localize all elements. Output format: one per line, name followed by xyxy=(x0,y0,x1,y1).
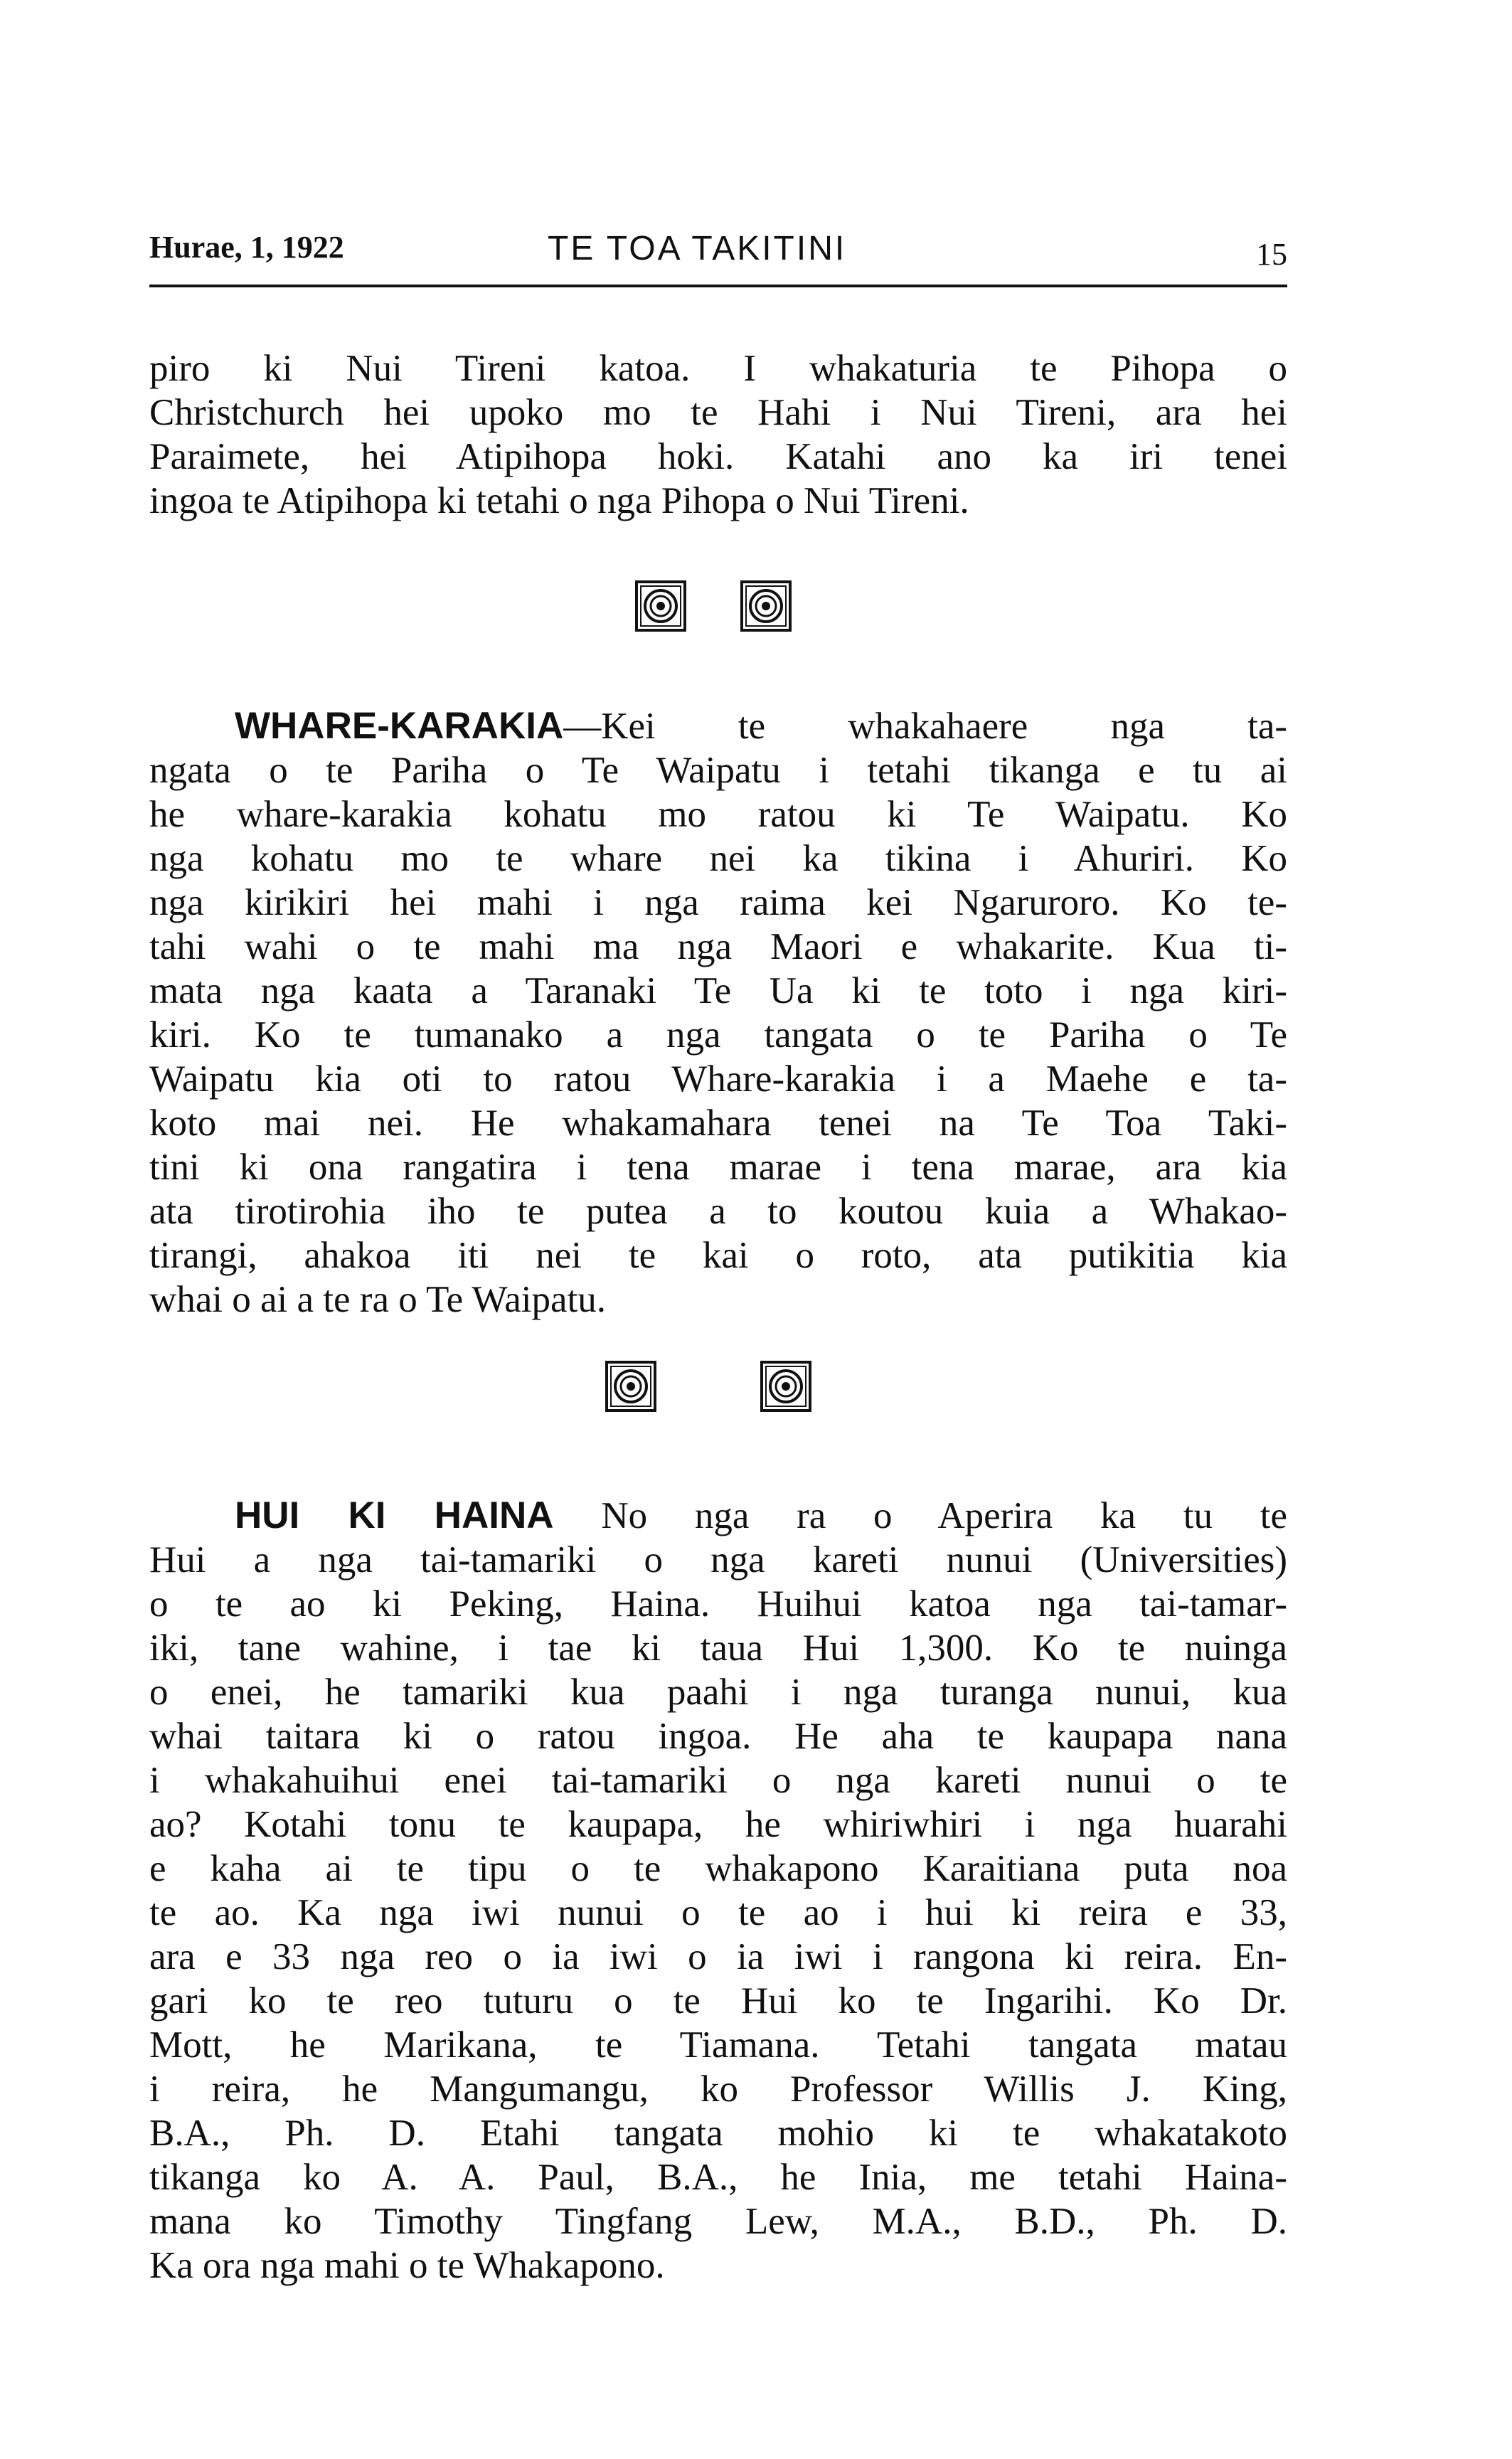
page-number: 15 xyxy=(1256,237,1287,272)
concentric-square-ornament-icon xyxy=(760,1360,812,1413)
article-line: o enei, he tamariki kua paahi i nga turanga nunui, kua xyxy=(149,1672,1287,1713)
article-line: mata nga kaata a Taranaki Te Ua ki te toto i nga kiri- xyxy=(149,970,1287,1011)
article-line: koto mai nei. He whakamahara tenei na Te Toa Taki- xyxy=(149,1103,1287,1144)
article-line: whai taitara ki o ratou ingoa. He aha te kaupapa nana xyxy=(149,1716,1287,1757)
article-line: he whare-karakia kohatu mo ratou ki Te Waipatu. Ko xyxy=(149,794,1287,835)
article-line: e kaha ai te tipu o te whakapono Karaitiana puta noa xyxy=(149,1848,1287,1889)
header-title: TE TOA TAKITINI xyxy=(548,230,847,267)
concentric-square-ornament-icon xyxy=(634,580,687,632)
intro-line: Christchurch hei upoko mo te Hahi i Nui Tireni, ara hei xyxy=(149,392,1287,433)
article-line: mana ko Timothy Tingfang Lew, M.A., B.D., Ph. D. xyxy=(149,2201,1287,2242)
article-line: ngata o te Pariha o Te Waipatu i tetahi tikanga e tu ai xyxy=(149,750,1287,791)
section-divider xyxy=(149,580,1287,637)
article-heading: HUI KI HAINA xyxy=(235,1494,554,1536)
article-text: —Kei te whakahaere nga ta- xyxy=(563,706,1287,747)
concentric-square-ornament-icon xyxy=(605,1360,657,1413)
article-line: iki, tane wahine, i tae ki taua Hui 1,300. Ko te nuinga xyxy=(149,1627,1287,1669)
intro-paragraph xyxy=(149,346,1287,523)
article-line: tini ki ona rangatira i tena marae i tena marae, ara kia xyxy=(149,1147,1287,1188)
article-line: nga kirikiri hei mahi i nga raima kei Ngaruroro. Ko te- xyxy=(149,882,1287,923)
intro-line: ingoa te Atipihopa ki tetahi o nga Pihopa o Nui Tireni. xyxy=(149,480,969,521)
article-line: B.A., Ph. D. Etahi tangata mohio ki te whakatakoto xyxy=(149,2113,1287,2154)
article-line: tikanga ko A. A. Paul, B.A., he Inia, me tetahi Haina- xyxy=(149,2157,1287,2198)
header-rule xyxy=(149,285,1287,287)
article-line: ara e 33 nga reo o ia iwi o ia iwi i rangona ki reira. En- xyxy=(149,1936,1287,1977)
article-line: Waipatu kia oti to ratou Whare-karakia i a Maehe e ta- xyxy=(149,1058,1287,1100)
article-heading: WHARE-KARAKIA xyxy=(235,705,564,747)
intro-line: piro ki Nui Tireni katoa. I whakaturia te Pihopa o xyxy=(149,348,1287,389)
article-first-line xyxy=(149,1494,1287,1538)
article-line: i reira, he Mangumangu, ko Professor Willis J. King, xyxy=(149,2068,1287,2110)
article-line: ao? Kotahi tonu te kaupapa, he whiriwhiri i nga huarahi xyxy=(149,1804,1287,1845)
concentric-square-ornament-icon xyxy=(740,580,792,632)
section-divider xyxy=(149,1360,1287,1417)
article-line: te ao. Ka nga iwi nunui o te ao i hui ki reira e 33, xyxy=(149,1892,1287,1933)
article-line: Mott, he Marikana, te Tiamana. Tetahi tangata matau xyxy=(149,2024,1287,2066)
header-date: Hurae, 1, 1922 xyxy=(149,230,344,265)
article-line: gari ko te reo tuturu o te Hui ko te Ingarihi. Ko Dr. xyxy=(149,1980,1287,2022)
article-line: i whakahuihui enei tai-tamariki o nga kareti nunui o te xyxy=(149,1760,1287,1801)
article-line: nga kohatu mo te whare nei ka tikina i Ahuriri. Ko xyxy=(149,838,1287,879)
article-first-line xyxy=(149,704,1287,748)
article-line: ata tirotirohia iho te putea a to koutou kuia a Whakao- xyxy=(149,1191,1287,1232)
hui-ki-haina-article xyxy=(149,1494,1287,2288)
article-line: Hui a nga tai-tamariki o nga kareti nunui (Universities) xyxy=(149,1539,1287,1581)
article-text: No nga ra o Aperira ka tu te xyxy=(553,1495,1287,1536)
article-line: tahi wahi o te mahi ma nga Maori e whakarite. Kua ti- xyxy=(149,926,1287,967)
article-line: tirangi, ahakoa iti nei te kai o roto, ata putikitia kia xyxy=(149,1235,1287,1276)
article-line: o te ao ki Peking, Haina. Huihui katoa nga tai-tamar- xyxy=(149,1583,1287,1625)
article-line: kiri. Ko te tumanako a nga tangata o te Pariha o Te xyxy=(149,1014,1287,1056)
page-header xyxy=(149,229,1287,272)
article-line: whai o ai a te ra o Te Waipatu. xyxy=(149,1279,607,1320)
intro-line: Paraimete, hei Atipihopa hoki. Katahi ano ka iri tenei xyxy=(149,436,1287,477)
whare-karakia-article xyxy=(149,704,1287,1322)
article-line: Ka ora nga mahi o te Whakapono. xyxy=(149,2245,665,2286)
